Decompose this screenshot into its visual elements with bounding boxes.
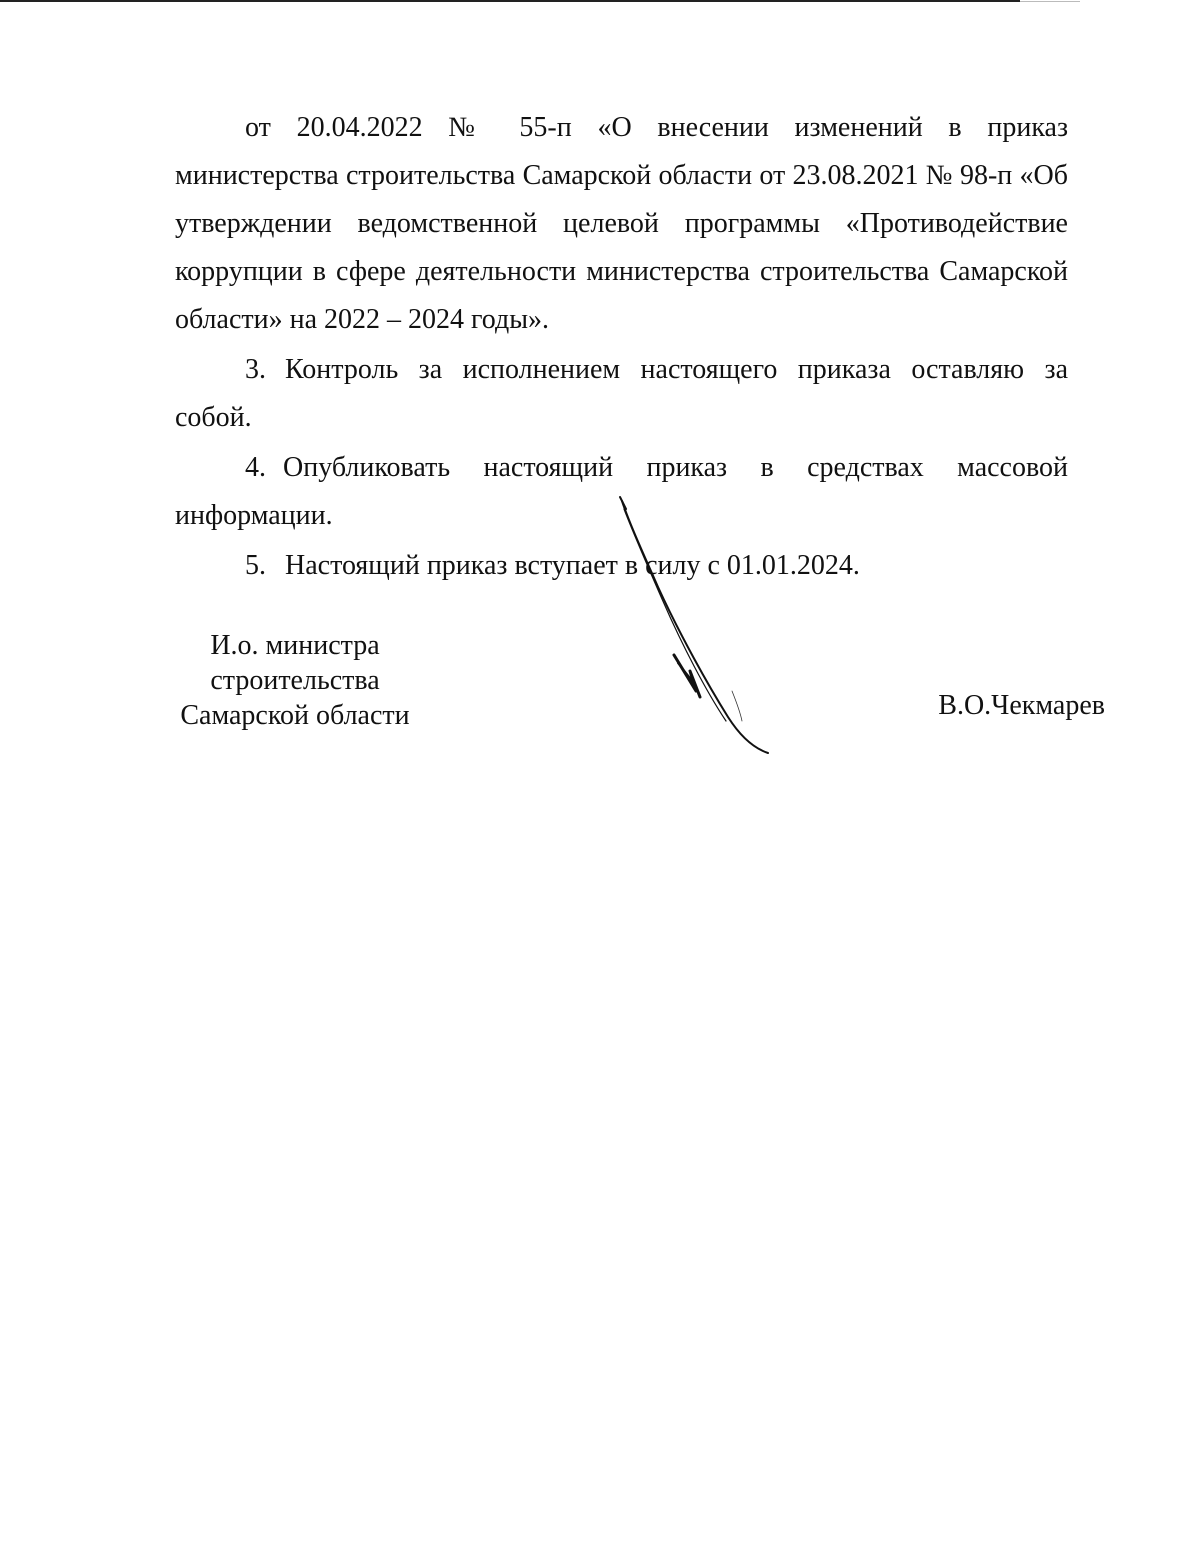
item-number: 5. [245,550,266,581]
top-border-line [0,0,1020,2]
item-text: Настоящий приказ вступает в силу с 01.01.2024. [285,550,860,581]
signatory-name: В.О.Чекмарев [938,690,1105,721]
position-line: И.о. министра [210,630,380,661]
list-item [175,346,1068,442]
item-number: 4. [245,452,266,483]
position-line: Самарской области [180,700,410,731]
signatory-position [170,628,420,733]
top-border-line-faint [1020,1,1080,2]
item-number: 3. [245,354,266,385]
position-line: строительства [210,665,380,696]
item-text: Опубликовать настоящий приказ в средствах массовой информации. [175,452,1068,531]
handwritten-signature [600,495,800,765]
item-text: Контроль за исполнением настоящего приказа оставляю за собой. [175,354,1068,433]
paragraph-continuation: от 20.04.2022 № 55-п «О внесении изменений в приказ министерства строительства Самарской области от 23.08.2021 № 98-п «Об утверждении ведомственной целевой программы «Противодействие коррупции в сфере деятельности министерства строительства Самарской области» на 2022 – 2024 годы». [175,112,1068,335]
